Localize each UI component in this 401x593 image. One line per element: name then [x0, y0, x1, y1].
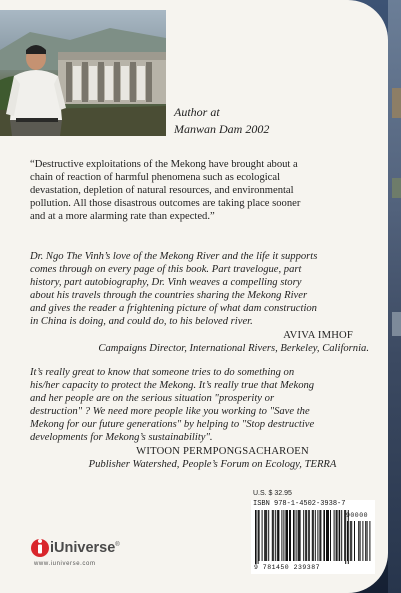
barcode-bar [273, 510, 274, 561]
quote-line: and at a more alarming rate than expected.” [30, 211, 215, 222]
barcode-bar [289, 510, 290, 561]
endorsement-line: It’s really great to know that someone tries to do something on [30, 367, 295, 378]
barcode-bar [275, 510, 276, 561]
iuniverse-logo-icon [30, 536, 50, 560]
barcode-bar [298, 510, 299, 561]
barcode-bar [287, 510, 288, 561]
endorsement-line: his/her capacity to protect the Mekong. It’s really true that Mekong [30, 380, 315, 391]
barcode-bar [308, 510, 310, 561]
price-code-bar [358, 521, 359, 561]
endorsement-line: about his travels through the countries sharing the Mekong River [30, 290, 308, 301]
barcode-bar [305, 510, 306, 561]
author-quote [30, 158, 375, 223]
barcode-bar [326, 510, 327, 561]
endorser-title: Campaigns Director, International Rivers, Berkeley, California. [98, 343, 369, 354]
price-label: U.S. $ 32.95 [253, 490, 292, 497]
barcode-bar [339, 510, 341, 561]
barcode-bar [306, 510, 307, 561]
endorsement-line: Mekong for our future generations" by helping to "Stop destructive [30, 419, 315, 430]
barcode-bar [327, 510, 328, 561]
price-code-bar [360, 521, 361, 561]
spine-photo-lower [392, 312, 401, 336]
barcode-bar [334, 510, 335, 561]
barcode-bar [290, 510, 291, 561]
endorsement-line: and her people are on the serious situation "prosperity or [30, 393, 275, 404]
barcode-bar [315, 510, 316, 561]
quote-line: chain of reaction of harmful phenomena such as ecological [30, 172, 281, 183]
endorsement-line: comes through on every page of this book. Part travelogue, part [30, 264, 302, 275]
barcode-bar [296, 510, 297, 561]
barcode-bar [317, 510, 318, 561]
barcode-bar [266, 510, 267, 561]
barcode-bar [341, 510, 342, 561]
quote-line: devastation, depletion of natural resources, and environmental [30, 185, 294, 196]
barcode-bar [259, 510, 260, 561]
spine-photo-top [392, 88, 401, 118]
price-code-bar [362, 521, 363, 561]
barcode-bar [319, 510, 320, 561]
endorsement-line: developments for Mekong’s sustainability". [30, 432, 213, 443]
price-code-bar [347, 521, 348, 561]
photo-caption [174, 104, 384, 138]
barcode-bar [255, 510, 257, 564]
barcode-bar [320, 510, 321, 561]
barcode-bar [272, 510, 273, 561]
barcode-bar [281, 510, 282, 561]
endorsement-witoon [30, 366, 375, 471]
endorsement-line: and gives the reader a frightening picture of what dam construction [30, 303, 317, 314]
barcode-bar [299, 510, 300, 561]
endorsement-line: in China is doing, and could do, to his beloved river. [30, 316, 253, 327]
barcode-bar [293, 510, 295, 561]
barcode-bar [264, 510, 265, 561]
barcode-bar [277, 510, 278, 561]
barcode-bar [283, 510, 284, 561]
price-code: 90000 [346, 512, 369, 519]
barcode-bar [337, 510, 338, 561]
publisher-name: iUniverse® [50, 540, 120, 556]
endorser-name: WITOON PERMPONGSACHAROEN [136, 446, 309, 457]
publisher-url: www.iuniverse.com [34, 561, 96, 567]
endorsement-line: Dr. Ngo The Vinh’s love of the Mekong River and the life it supports [30, 251, 318, 262]
caption-line-2: Manwan Dam 2002 [174, 122, 270, 136]
endorsement-line: history, part autobiography, Dr. Vinh weaves a compelling story [30, 277, 302, 288]
endorsement-imhof [30, 250, 375, 355]
endorser-title: Publisher Watershed, People’s Forum on Ecology, TERRA [88, 459, 337, 470]
isbn-barcode [251, 500, 375, 574]
endorsement-line: destruction" ? We need more people like you working to "Save the [30, 406, 310, 417]
barcode-bar [312, 510, 313, 561]
price-code-bar [354, 521, 355, 561]
barcode-bar [303, 510, 304, 561]
price-code-bar [367, 521, 368, 561]
barcode-bar [278, 510, 280, 561]
quote-line: pollution. All those disastrous outcomes are taking place sooner [30, 198, 301, 209]
barcode-bar [313, 510, 314, 561]
barcode-bar [300, 510, 301, 561]
barcode-bar [258, 510, 259, 564]
publisher-logo [30, 535, 160, 569]
author-photo [0, 10, 166, 136]
barcode-bar [328, 510, 329, 561]
quote-line: “Destructive exploitations of the Mekong have brought about a [30, 159, 298, 170]
barcode-bar [330, 510, 331, 561]
isbn-number: ISBN 978-1-4502-3938-7 [253, 500, 346, 508]
barcode-bar [265, 510, 266, 561]
barcode-bar [336, 510, 337, 561]
author-at-dam-image [0, 10, 166, 136]
price-code-bar [350, 521, 351, 561]
spine-photo-middle [392, 178, 401, 198]
ean-digits: 9 781450 239387 [254, 564, 321, 571]
price-code-bar [365, 521, 366, 561]
price-code-bar [351, 521, 352, 561]
barcode-bar [268, 510, 269, 561]
price-code-bar [369, 521, 370, 561]
barcode-bar [285, 510, 287, 561]
barcode-bar [262, 510, 263, 561]
caption-line-1: Author at [174, 105, 220, 119]
endorser-name: AVIVA IMHOF [283, 330, 353, 341]
barcode-bar [323, 510, 325, 561]
